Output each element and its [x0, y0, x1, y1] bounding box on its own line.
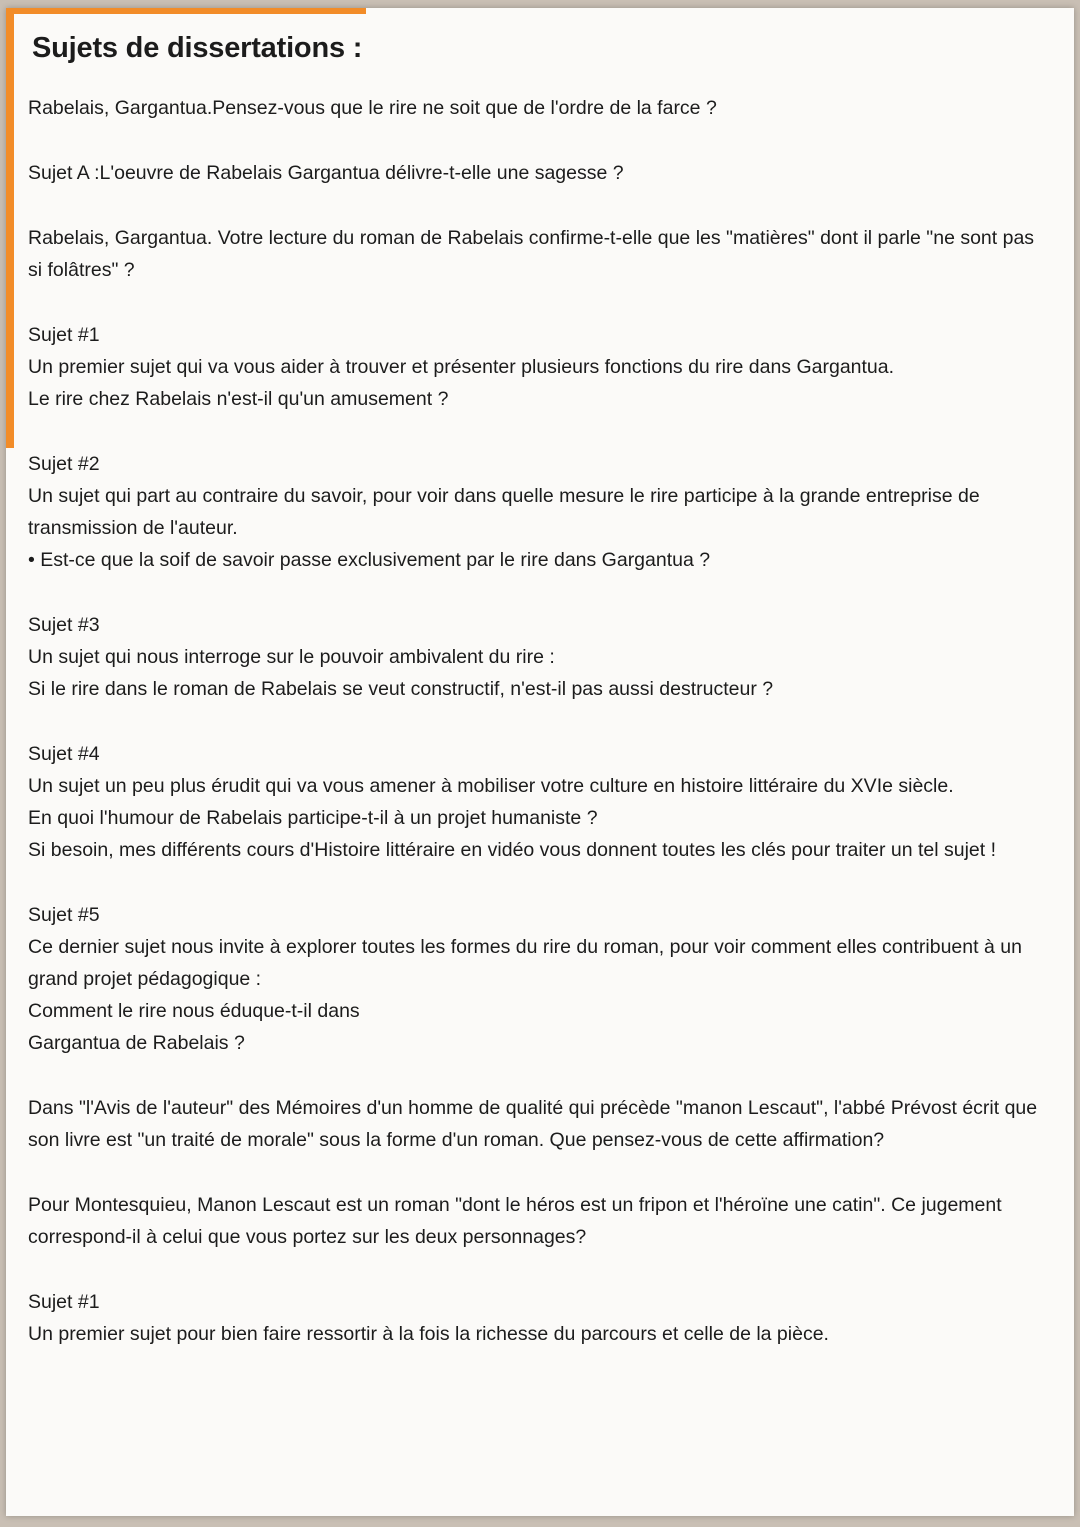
- manon-prompt-text: Dans "l'Avis de l'auteur" des Mémoires d'un homme de qualité qui précède "manon Lescaut", l'abbé Prévost écrit que son livre est "un traité de morale" sous la forme d'un roman. Que pensez-vous de cette affirmation?: [28, 1097, 1038, 1151]
- final-sujet-section: [28, 1286, 1048, 1350]
- sujet-label: Sujet #2: [28, 453, 100, 475]
- page-title: Sujets de dissertations :: [32, 32, 363, 64]
- prompt-text: Rabelais, Gargantua.Pensez-vous que le rire ne soit que de l'ordre de la farce ?: [28, 97, 717, 119]
- sujet-line: Comment le rire nous éduque-t-il dans: [28, 1000, 360, 1022]
- sujet-line: Ce dernier sujet nous invite à explorer toutes les formes du rire du roman, pour voir comment elles contribuent à un grand projet pédagogique :: [28, 936, 1022, 990]
- paper-sheet: [6, 8, 1074, 1516]
- sujet-section-5: [28, 899, 1048, 1059]
- sujet-line: Un sujet un peu plus érudit qui va vous amener à mobiliser votre culture en histoire littéraire du XVIe siècle.: [28, 775, 954, 797]
- sujet-section-1: [28, 319, 1048, 415]
- prompt-text: Rabelais, Gargantua. Votre lecture du roman de Rabelais confirme-t-elle que les "matières" dont il parle "ne sont pas si folâtres" ?: [28, 227, 1035, 281]
- sujet-line: Un premier sujet pour bien faire ressortir à la fois la richesse du parcours et celle de la pièce.: [28, 1323, 829, 1345]
- sujet-label: Sujet #5: [28, 904, 100, 926]
- sujet-line: Si le rire dans le roman de Rabelais se veut constructif, n'est-il pas aussi destructeur ?: [28, 678, 774, 700]
- sujet-line: Gargantua de Rabelais ?: [28, 1032, 245, 1054]
- orange-top-accent: [6, 8, 366, 14]
- manon-prompt-block: [28, 1189, 1048, 1253]
- manon-prompt-block: [28, 1092, 1048, 1156]
- prompt-text: Sujet A :L'oeuvre de Rabelais Gargantua délivre-t-elle une sagesse ?: [28, 162, 624, 184]
- sujet-label: Sujet #4: [28, 743, 100, 765]
- manon-prompt-text: Pour Montesquieu, Manon Lescaut est un roman "dont le héros est un fripon et l'héroïne une catin". Ce jugement correspond-il à celui que vous portez sur les deux personnages?: [28, 1194, 1002, 1248]
- sujet-line: Un premier sujet qui va vous aider à trouver et présenter plusieurs fonctions du rire dans Gargantua.: [28, 356, 895, 378]
- sujet-label: Sujet #1: [28, 324, 100, 346]
- sujet-line: Si besoin, mes différents cours d'Histoire littéraire en vidéo vous donnent toutes les clés pour traiter un tel sujet !: [28, 839, 997, 861]
- prompt-block: [28, 92, 1048, 124]
- prompt-block: [28, 157, 1048, 189]
- sujet-section-2: [28, 448, 1048, 576]
- sujet-line: En quoi l'humour de Rabelais participe-t-il à un projet humaniste ?: [28, 807, 598, 829]
- sujet-line: Le rire chez Rabelais n'est-il qu'un amusement ?: [28, 388, 449, 410]
- sujet-line: • Est-ce que la soif de savoir passe exclusivement par le rire dans Gargantua ?: [28, 549, 711, 571]
- prompt-block: [28, 222, 1048, 286]
- sujet-line: Un sujet qui nous interroge sur le pouvoir ambivalent du rire :: [28, 646, 555, 668]
- sujet-line: Un sujet qui part au contraire du savoir, pour voir dans quelle mesure le rire participe à la grande entreprise de transmission de l'auteur.: [28, 485, 980, 539]
- orange-left-accent: [6, 8, 14, 448]
- sujet-section-4: [28, 738, 1048, 866]
- sujet-section-3: [28, 609, 1048, 705]
- sujet-label: Sujet #1: [28, 1291, 100, 1313]
- document-body: [28, 30, 1048, 1383]
- sujet-label: Sujet #3: [28, 614, 100, 636]
